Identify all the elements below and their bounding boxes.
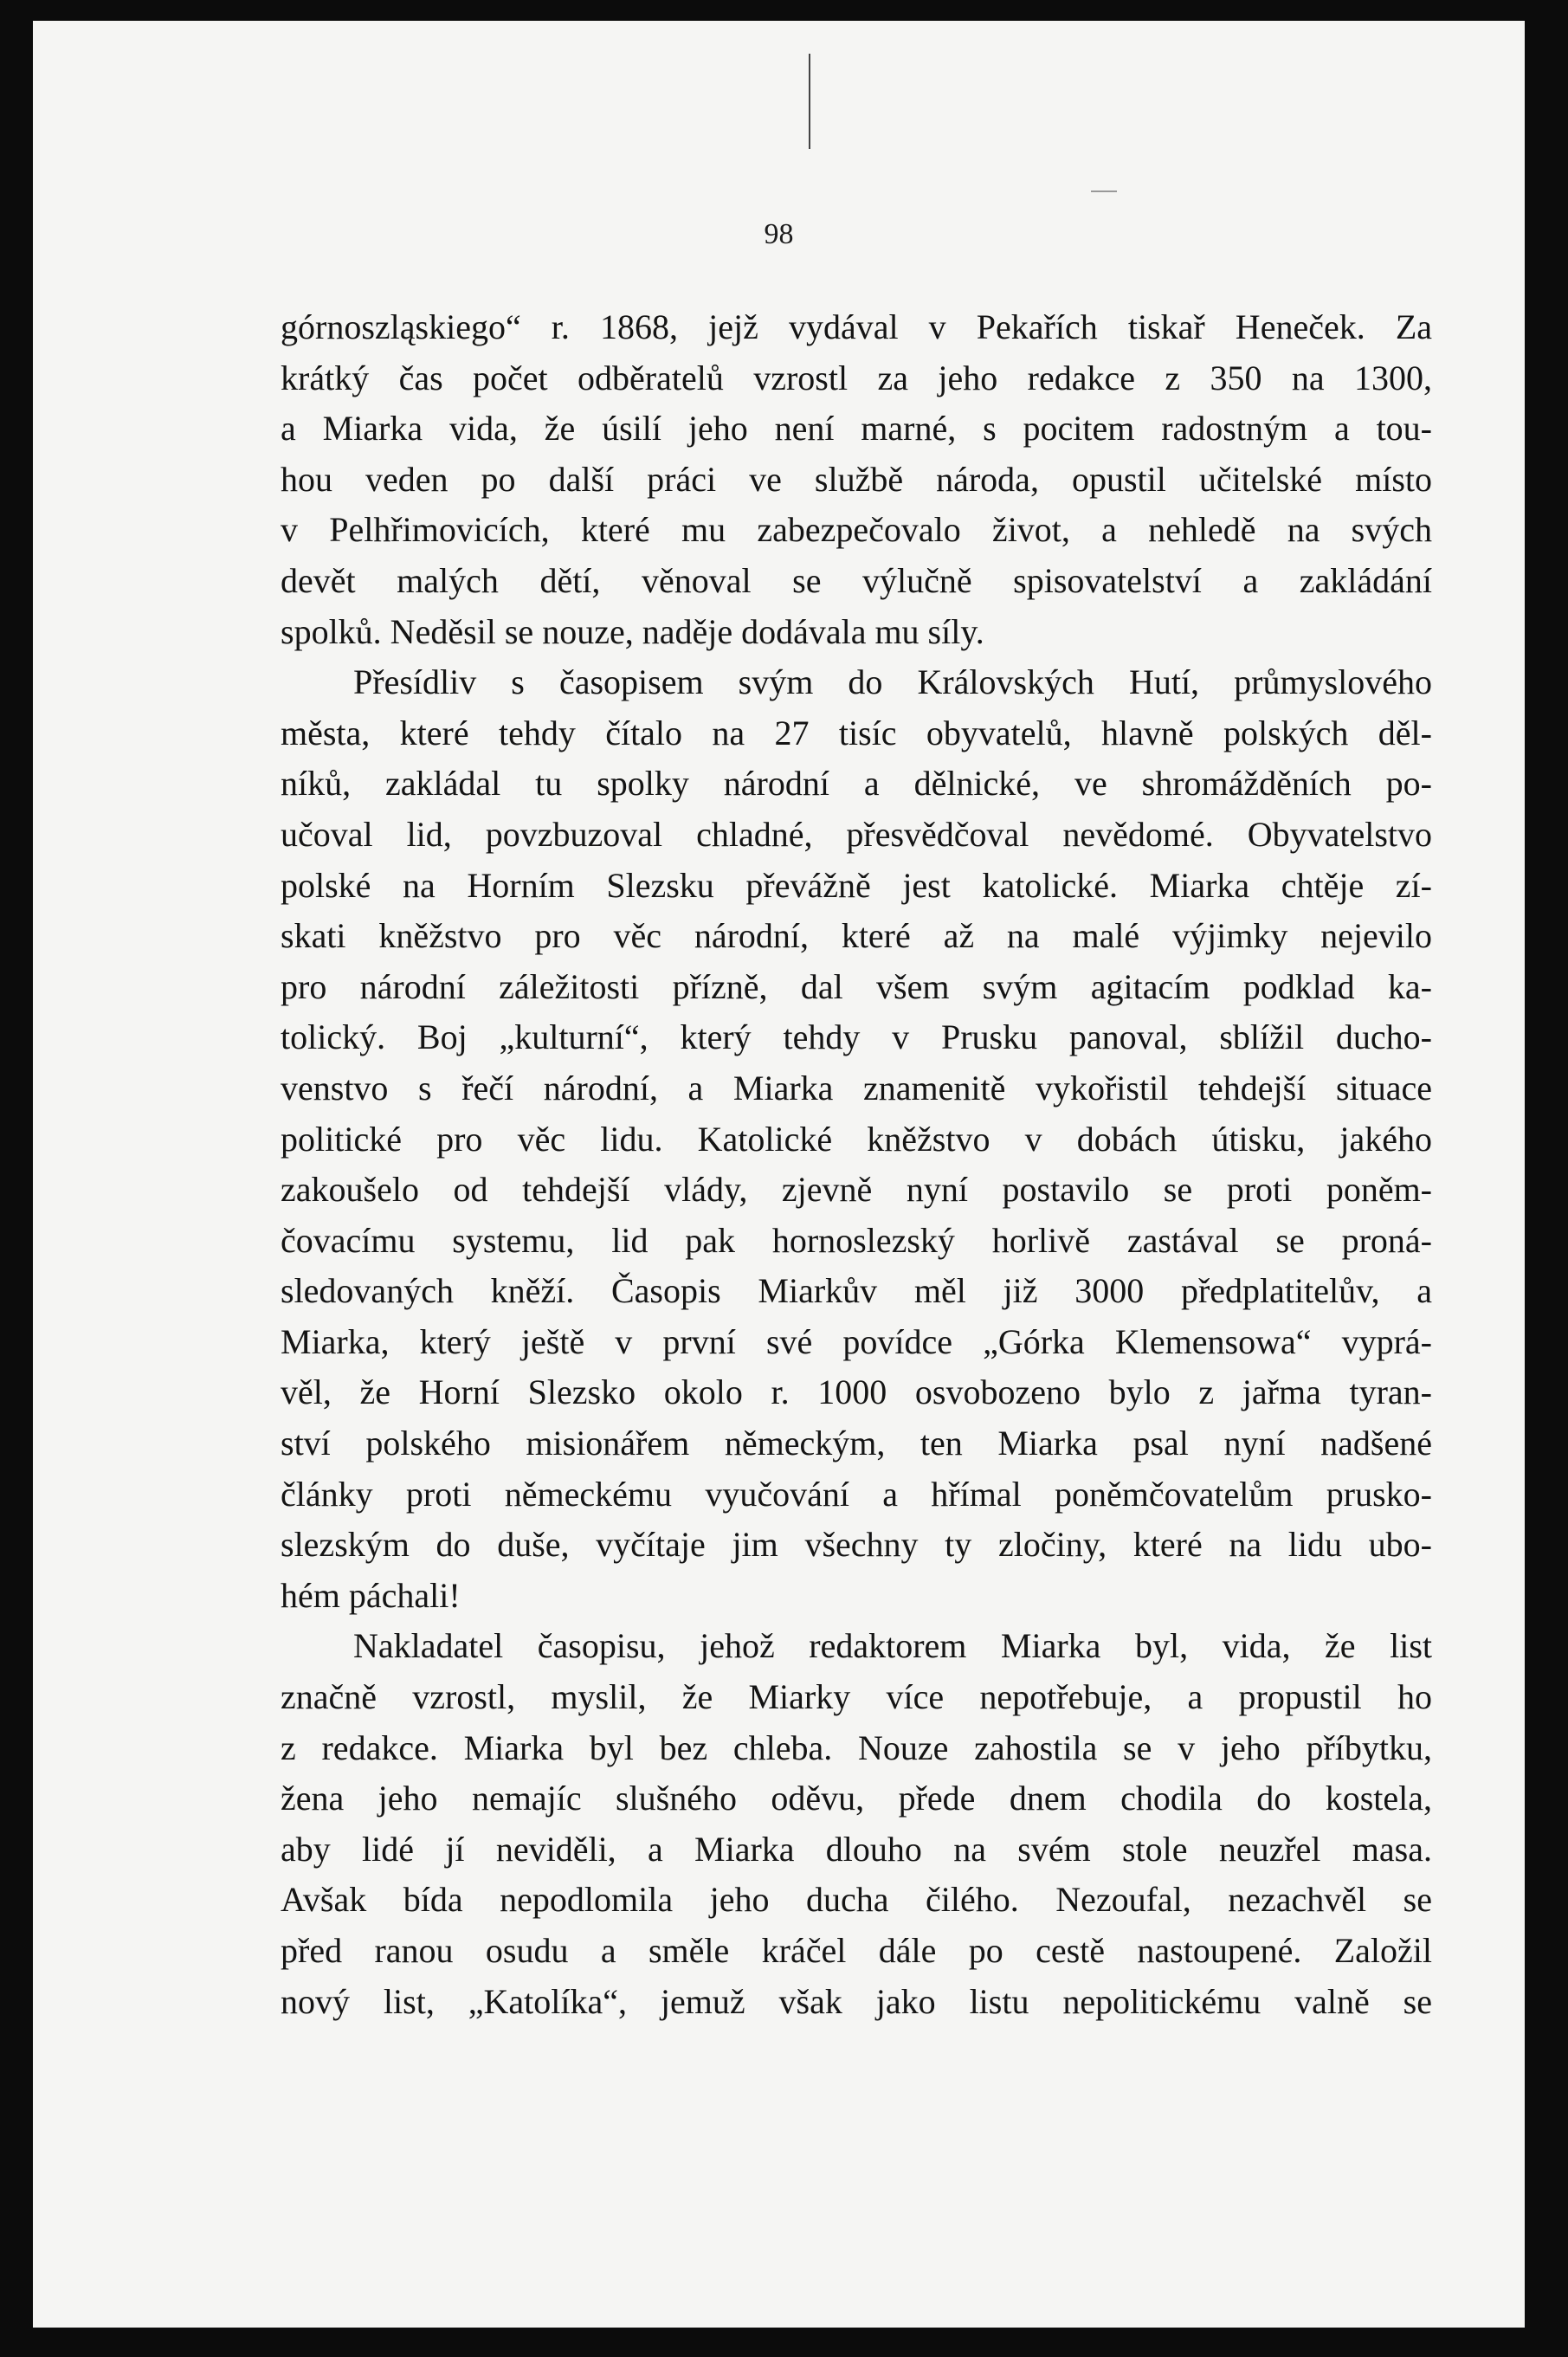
- text-line: níků, zakládal tu spolky národní a dělnické, ve shromážděních po-: [281, 764, 1432, 804]
- text-line: sledovaných kněží. Časopis Miarkův měl již 3000 předplatitelův, a: [281, 1271, 1432, 1311]
- text-line: hou veden po další práci ve službě národa, opustil učitelské místo: [281, 459, 1432, 499]
- text-line: politické pro věc lidu. Katolické kněžstvo v dobách útisku, jakého: [281, 1119, 1432, 1159]
- text-line: zakoušelo od tehdejší vlády, zjevně nyní postavilo se proti poněm-: [281, 1170, 1432, 1210]
- text-line: Miarka, který ještě v první své povídce „Górka Klemensowa“ vyprá-: [281, 1321, 1432, 1361]
- text-line: nový list, „Katolíka“, jemuž však jako listu nepolitickému valně se: [281, 1981, 1432, 2021]
- text-line: devět malých dětí, věnoval se výlučně spisovatelství a zakládání: [281, 560, 1432, 600]
- text-line: čovacímu systemu, lid pak hornoslezský horlivě zastával se proná-: [281, 1220, 1432, 1260]
- text-line: před ranou osudu a směle kráčel dále po cestě nastoupené. Založil: [281, 1931, 1432, 1970]
- book-page: [33, 21, 1525, 2328]
- text-line: skati kněžstvo pro věc národní, které až na malé výjimky nejevilo: [281, 916, 1432, 956]
- page-number: 98: [764, 218, 794, 250]
- text-line: hém páchali!: [281, 1575, 461, 1615]
- text-line: pro národní záležitosti přízně, dal všem svým agitacím podklad ka-: [281, 966, 1432, 1006]
- text-line: značně vzrostl, myslil, že Miarky více nepotřebuje, a propustil ho: [281, 1677, 1432, 1717]
- text-line: spolků. Neděsil se nouze, naděje dodávala mu síly.: [281, 611, 984, 651]
- text-line: žena jeho nemajíc slušného oděvu, přede dnem chodila do kostela,: [281, 1779, 1432, 1818]
- text-line: Přesídliv s časopisem svým do Královských Hutí, průmyslového: [353, 662, 1432, 702]
- text-line: věl, že Horní Slezsko okolo r. 1000 osvobozeno bylo z jařma tyran-: [281, 1372, 1432, 1412]
- scan-artifact-mark: [1091, 190, 1117, 192]
- text-line: krátký čas počet odběratelů vzrostl za jeho redakce z 350 na 1300,: [281, 358, 1432, 397]
- scan-artifact-line: [809, 54, 810, 149]
- text-line: Avšak bída nepodlomila jeho ducha čilého. Nezoufal, nezachvěl se: [281, 1880, 1432, 1920]
- text-line: slezským do duše, vyčítaje jim všechny ty zločiny, které na lidu ubo-: [281, 1525, 1432, 1565]
- text-line: venstvo s řečí národní, a Miarka znamenitě vykořistil tehdejší situace: [281, 1068, 1432, 1107]
- text-line: tolický. Boj „kulturní“, který tehdy v Prusku panoval, sblížil ducho-: [281, 1017, 1432, 1057]
- text-line: z redakce. Miarka byl bez chleba. Nouze zahostila se v jeho příbytku,: [281, 1727, 1432, 1767]
- text-line: Nakladatel časopisu, jehož redaktorem Miarka byl, vida, že list: [353, 1626, 1432, 1666]
- text-line: články proti německému vyučování a hřímal poněmčovatelům prusko-: [281, 1474, 1432, 1514]
- text-line: ství polského misionářem německým, ten Miarka psal nyní nadšené: [281, 1424, 1432, 1463]
- text-line: v Pelhřimovicích, které mu zabezpečovalo život, a nehledě na svých: [281, 510, 1432, 550]
- text-line: aby lidé jí neviděli, a Miarka dlouho na svém stole neuzřel masa.: [281, 1829, 1432, 1869]
- text-line: polské na Horním Slezsku převážně jest katolické. Miarka chtěje zí-: [281, 865, 1432, 905]
- text-line: města, které tehdy čítalo na 27 tisíc obyvatelů, hlavně polských děl-: [281, 713, 1432, 752]
- body-text: [281, 302, 1432, 2027]
- text-line: górnoszląskiego“ r. 1868, jejž vydával v Pekařích tiskař Heneček. Za: [281, 307, 1432, 346]
- text-line: a Miarka vida, že úsilí jeho není marné, s pocitem radostným a tou-: [281, 409, 1432, 449]
- text-line: učoval lid, povzbuzoval chladné, přesvědčoval nevědomé. Obyvatelstvo: [281, 814, 1432, 854]
